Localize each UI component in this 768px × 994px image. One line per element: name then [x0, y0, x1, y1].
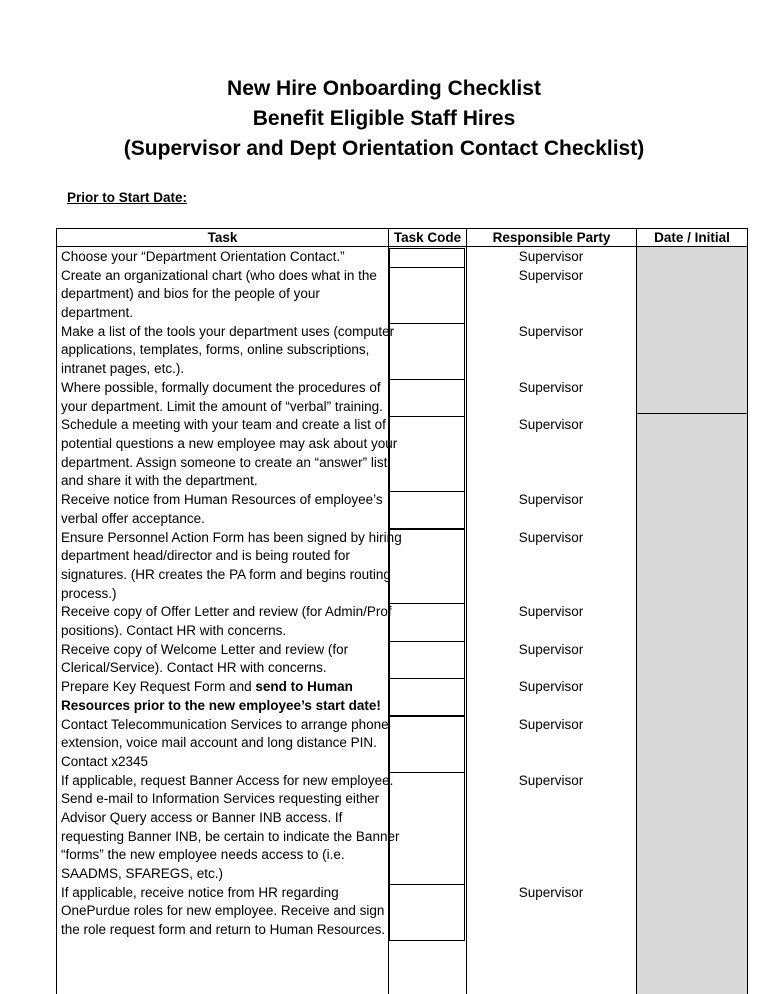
task-line-emphasis: send to Human — [255, 679, 353, 695]
task-description — [61, 641, 389, 678]
task-line-text: Clerical/Service). Contact HR with concerns. — [61, 660, 327, 676]
task-line — [61, 585, 389, 604]
task-line — [61, 529, 402, 548]
task-line-text: OnePurdue roles for new employee. Receive and sign — [61, 903, 385, 919]
responsible-party: Supervisor — [518, 267, 584, 283]
task-description — [61, 379, 389, 416]
task-line-text: requesting Banner INB, be certain to indicate the Banner — [61, 828, 400, 844]
task-line-text: department. Assign someone to create an “answer” list — [61, 454, 388, 470]
task-line — [61, 884, 389, 903]
task-code-cell[interactable] — [389, 416, 465, 492]
task-line — [61, 641, 389, 660]
header-date-initial: Date / Initial — [654, 230, 730, 245]
task-line-text: Contact x2345 — [61, 753, 149, 769]
task-line — [61, 267, 389, 286]
date-initial-column-shade — [637, 247, 747, 994]
task-description — [61, 248, 389, 267]
task-code-cell[interactable] — [389, 379, 465, 417]
task-line — [61, 248, 389, 267]
task-line — [61, 398, 389, 417]
task-line-text: department head/director and is being routed for — [61, 548, 350, 564]
responsible-party: Supervisor — [518, 323, 584, 339]
task-line — [61, 865, 389, 884]
responsible-party: Supervisor — [518, 249, 584, 264]
task-line-text: Create an organizational chart (who does what in the — [61, 267, 377, 283]
task-description — [61, 529, 402, 604]
task-line — [61, 790, 389, 809]
responsible-party: Supervisor — [518, 884, 584, 900]
task-line — [61, 902, 389, 921]
responsible-party: Supervisor — [518, 716, 584, 732]
responsible-party: Supervisor — [518, 604, 584, 620]
task-description — [61, 772, 400, 884]
task-description — [61, 678, 389, 715]
task-line-text: Receive copy of Offer Letter and review (for Admin/Prof — [61, 604, 392, 620]
title-line-3: (Supervisor and Dept Orientation Contact Checklist) — [123, 137, 645, 160]
task-line-text: your department. Limit the amount of “verbal” training. — [61, 398, 383, 414]
task-code-cell[interactable] — [389, 716, 465, 773]
responsible-party: Supervisor — [518, 529, 584, 545]
header-task: Task — [207, 230, 238, 245]
task-line-text: signatures. (HR creates the PA form and begins routing — [61, 566, 391, 582]
task-line — [61, 416, 389, 435]
task-line — [61, 379, 389, 398]
task-code-cell[interactable] — [389, 491, 465, 529]
task-line-text: SAADMS, SFAREGS, etc.) — [61, 866, 224, 882]
task-line-text: process.) — [61, 585, 117, 601]
task-line-text: Receive copy of Welcome Letter and review (for — [61, 641, 349, 657]
document-title — [0, 74, 768, 164]
task-line — [61, 341, 389, 360]
task-line — [61, 547, 389, 566]
task-line — [61, 603, 392, 622]
task-line-text: Where possible, formally document the procedures of — [61, 379, 381, 395]
task-line-text: potential questions a new employee may ask about your — [61, 435, 398, 451]
task-line — [61, 435, 398, 454]
task-line-text: Ensure Personnel Action Form has been signed by hiring — [61, 529, 402, 545]
task-description — [61, 416, 398, 491]
task-code-cell[interactable] — [389, 641, 465, 679]
task-line — [61, 828, 400, 847]
task-line-text: Make a list of the tools your department uses (computer — [61, 323, 395, 339]
task-line-text: the role request form and return to Human Resources. — [61, 922, 386, 938]
task-line-text: and share it with the department. — [61, 473, 258, 489]
task-line — [61, 753, 389, 772]
header-responsible-party: Responsible Party — [492, 230, 611, 245]
task-line — [61, 659, 389, 678]
task-line-text: Advisor Query access or Banner INB access. If — [61, 809, 343, 825]
task-description — [61, 884, 389, 940]
table-right-border — [747, 228, 748, 994]
task-line-text: If applicable, request Banner Access for new employee. — [61, 772, 394, 788]
task-line — [61, 304, 389, 323]
task-line-text: Choose your “Department Orientation Contact.” — [61, 249, 345, 264]
task-description — [61, 323, 395, 379]
task-description — [61, 603, 392, 640]
task-code-cell[interactable] — [389, 603, 465, 641]
title-line-2: Benefit Eligible Staff Hires — [252, 107, 516, 130]
responsible-party: Supervisor — [518, 772, 584, 788]
date-initial-divider — [637, 413, 747, 414]
task-code-cell[interactable] — [389, 772, 465, 885]
task-line — [61, 491, 389, 510]
task-line-text: applications, templates, forms, online subscriptions, — [61, 342, 370, 358]
header-task-code: Task Code — [393, 230, 462, 245]
task-line — [61, 697, 389, 716]
task-description — [61, 267, 389, 323]
task-code-cell[interactable] — [389, 323, 465, 380]
task-line-text: Receive notice from Human Resources of employee’s — [61, 492, 383, 508]
task-line — [61, 323, 395, 342]
responsible-party: Supervisor — [518, 379, 584, 395]
table-left-border — [56, 228, 57, 994]
task-line — [61, 716, 389, 735]
task-line-text: Contact Telecommunication Services to arrange phone — [61, 716, 389, 732]
title-line-1: New Hire Onboarding Checklist — [227, 77, 541, 100]
task-line — [61, 921, 389, 940]
task-line-text: intranet pages, etc.). — [61, 361, 185, 377]
task-code-cell[interactable] — [389, 248, 465, 268]
task-line — [61, 360, 389, 379]
responsible-party: Supervisor — [518, 679, 584, 695]
task-code-cell[interactable] — [389, 678, 465, 716]
task-line — [61, 472, 389, 491]
task-line — [61, 846, 389, 865]
task-line-text: If applicable, receive notice from HR regarding — [61, 884, 339, 900]
task-line-text: Schedule a meeting with your team and create a list of — [61, 417, 386, 433]
party-column-divider — [636, 228, 637, 994]
task-line-text: Prepare Key Request Form and — [61, 679, 256, 695]
task-line-text: department) and bios for the people of your — [61, 286, 320, 302]
task-line — [61, 734, 389, 753]
task-description — [61, 716, 389, 772]
task-line — [61, 454, 389, 473]
task-code-cell[interactable] — [389, 267, 465, 324]
task-line-text: department. — [61, 305, 134, 321]
task-line-text: Send e-mail to Information Services requesting either — [61, 791, 380, 807]
responsible-party: Supervisor — [518, 417, 584, 433]
task-line-emphasis: Resources prior to the new employee’s start date! — [61, 697, 381, 713]
task-line — [61, 772, 394, 791]
task-line-text: “forms” the new employee needs access to (i.e. — [61, 847, 345, 863]
task-code-cell[interactable] — [389, 884, 465, 941]
task-line-text: verbal offer acceptance. — [61, 510, 205, 526]
task-line — [61, 622, 389, 641]
task-description — [61, 491, 389, 528]
task-line — [61, 566, 389, 585]
responsible-party: Supervisor — [518, 492, 584, 508]
responsible-party: Supervisor — [518, 641, 584, 657]
task-line-text: positions). Contact HR with concerns. — [61, 622, 287, 638]
task-line-text: extension, voice mail account and long distance PIN. — [61, 735, 377, 751]
task-line — [61, 285, 389, 304]
task-line — [61, 809, 389, 828]
task-line — [61, 678, 389, 697]
task-line — [61, 510, 389, 529]
section-heading: Prior to Start Date: — [67, 190, 188, 205]
